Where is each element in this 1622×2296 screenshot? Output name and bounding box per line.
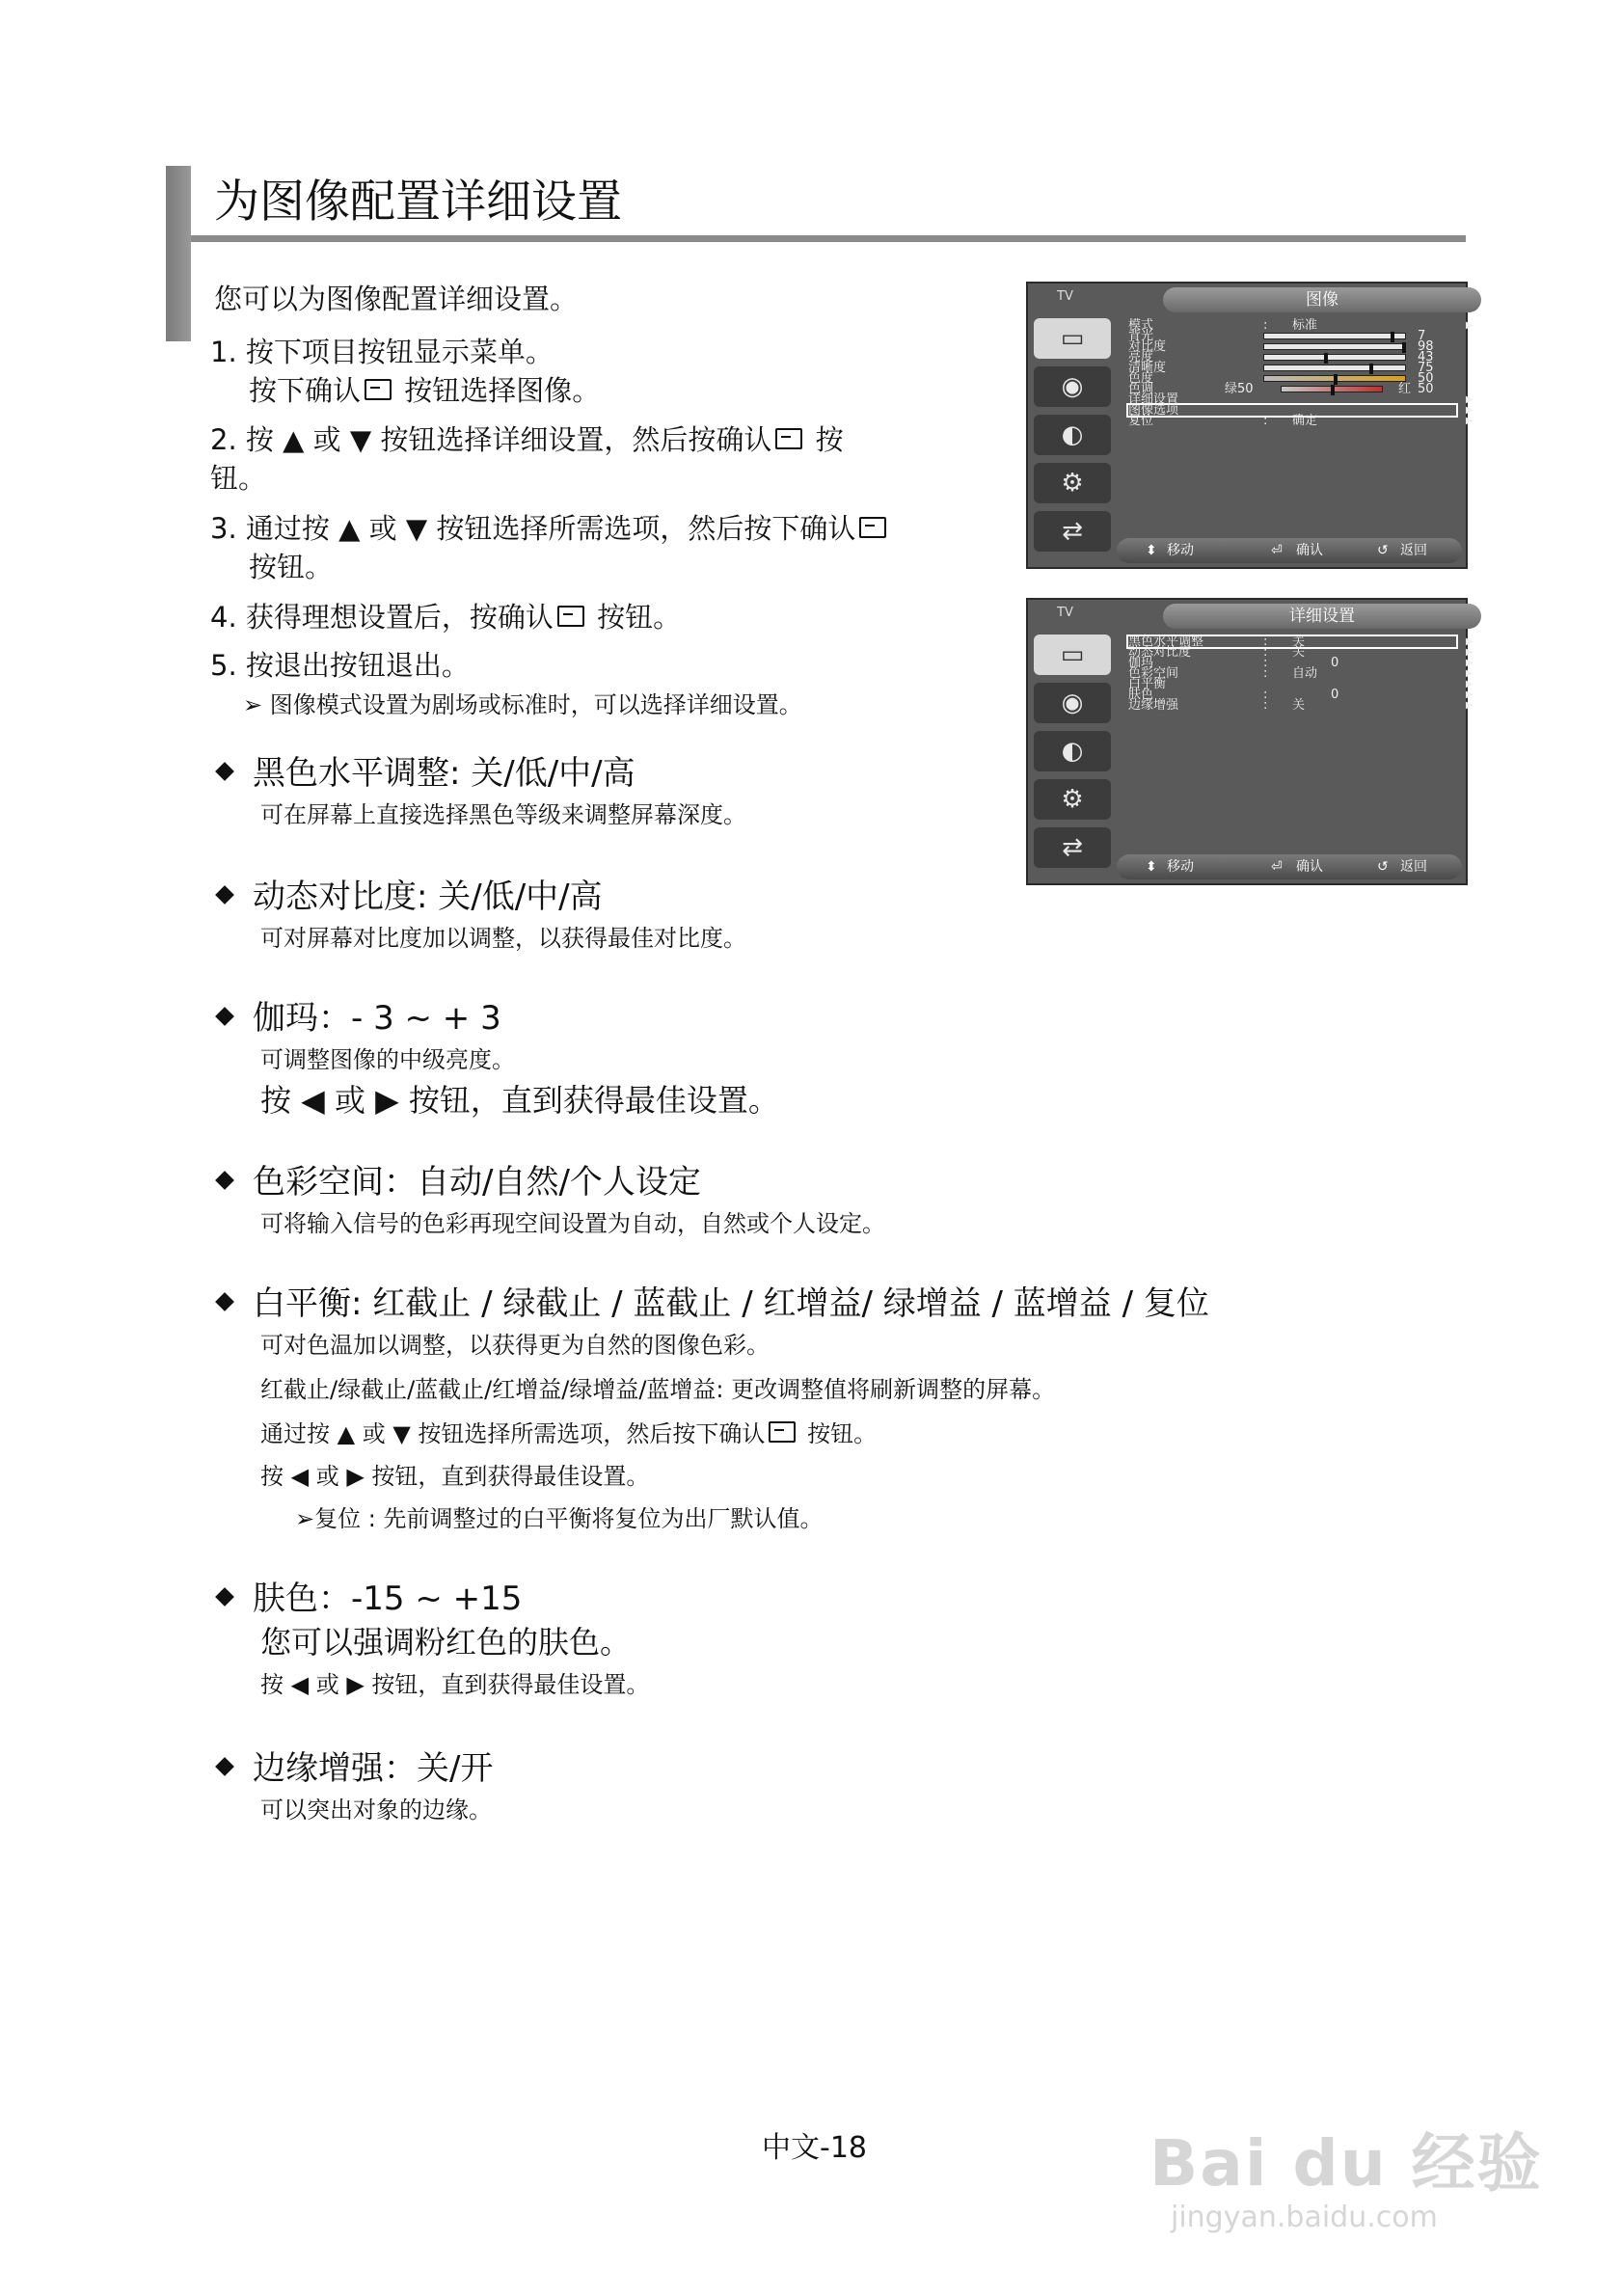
tv-menu-detailed [1026,598,1473,885]
step-3-line2: 按钮。 [249,551,334,583]
menu-row-tint[interactable]: 色调 绿50 红 50 [1128,382,1434,396]
menu-row-contrast[interactable]: 对比度 98 [1128,339,1434,354]
menu-row-edge-enhance[interactable]: 边缘增强 : 关 ▶ [1128,698,1473,713]
menu-title: 图像 [1163,287,1481,312]
tv-tag: TV [1057,606,1073,620]
page-title: 为图像配置详细设置 [214,176,622,229]
menu-footer: ⬍ 移动 ⏎ 确认 ↺ 返回 [1117,854,1462,879]
menu-row-brightness[interactable]: 亮度 43 [1128,350,1434,365]
step-1: 1. 按下项目按钮显示菜单。 [210,336,554,368]
enter-icon: ⏎ [1271,859,1283,875]
input-icon[interactable]: ⇄ [1034,827,1111,868]
menu-rows [1128,635,1473,713]
arrow-right-icon: ▶ [1466,405,1473,416]
arrow-right-icon: ▶ [1466,668,1473,679]
arrow-right-icon: ▶ [1466,636,1473,647]
bullet-diamond-icon [215,1757,234,1776]
feature-desc: 可以突出对象的边缘。 [260,1796,492,1823]
header-rule [191,235,1466,242]
arrow-right-icon: ▶ [1466,679,1473,689]
enter-icon [859,517,886,538]
sound-icon[interactable]: ◉ [1034,366,1111,407]
menu-row-picture-options[interactable]: 图像选项 ▶ [1128,403,1473,418]
page-number: 中文-18 [762,2131,867,2165]
feature-dynamic-contrast: 动态对比度: 关/低/中/高 [218,876,603,918]
menu-rows [1128,318,1473,428]
arrow-right-icon: ▶ [1466,416,1473,426]
return-icon: ↺ [1377,543,1389,558]
menu-row-reset[interactable]: 复位 : 确定 ▶ [1128,414,1473,428]
feature-desc: 可对屏幕对比度加以调整，以获得最佳对比度。 [260,925,746,952]
menu-sidebar [1034,318,1117,559]
feature-desc: 按 ◀ 或 ▶ 按钮，直到获得最佳设置。 [260,1463,650,1490]
feature-instruction: 您可以强调粉红色的肤色。 [260,1624,632,1661]
arrow-right-icon: ▶ [1466,700,1473,711]
tv-menu-picture [1026,282,1473,569]
setup-icon[interactable]: ⚙ [1034,779,1111,820]
menu-row-color-space[interactable]: 色彩空间 : 自动 ▶ [1128,666,1473,681]
slider[interactable] [1263,333,1406,339]
watermark-url: jingyan.baidu.com [1171,2201,1438,2234]
feature-white-balance: 白平衡: 红截止 / 绿截止 / 蓝截止 / 红增益/ 绿增益 / 蓝增益 / 复位 [218,1283,1209,1325]
bullet-diamond-icon [215,1171,234,1190]
feature-edge-enhance: 边缘增强：关/开 [218,1747,493,1790]
feature-gamma: 伽玛：- 3 ~ + 3 [218,997,501,1040]
move-icon: ⬍ [1146,859,1157,875]
feature-color-space: 色彩空间：自动/自然/个人设定 [218,1161,701,1203]
bullet-diamond-icon [215,1007,234,1026]
menu-row-mode[interactable]: 模式 : 标准 ▶ [1128,318,1473,333]
feature-desc: 按 ◀ 或 ▶ 按钮，直到获得最佳设置。 [260,1671,650,1698]
feature-desc: 可调整图像的中级亮度。 [260,1046,515,1073]
bullet-diamond-icon [215,885,234,905]
arrow-right-icon: ▶ [1466,647,1473,658]
feature-instruction: 按 ◀ 或 ▶ 按钮，直到获得最佳设置。 [260,1082,779,1119]
enter-icon [769,1421,796,1443]
arrow-right-icon: ▶ [1466,320,1473,331]
arrow-right-icon: ▶ [1466,394,1473,405]
feature-desc: 可在屏幕上直接选择黑色等级来调整屏幕深度。 [260,801,746,828]
intro-text: 您可以为图像配置详细设置。 [214,283,579,315]
menu-row-gamma[interactable]: 伽玛 : 0 ▶ [1128,656,1473,670]
menu-row-black-level[interactable]: 黑色水平调整 : 关 ▶ [1128,635,1473,649]
feature-desc: 可对色温加以调整，以获得更为自然的图像色彩。 [260,1332,770,1359]
picture-icon[interactable]: ▭ [1034,635,1111,675]
slider[interactable] [1281,386,1383,392]
arrow-right-icon: ▶ [1466,658,1473,668]
feature-note: ➢复位 : 先前调整过的白平衡将复位为出厂默认值。 [295,1505,824,1532]
channel-icon[interactable]: ◐ [1034,415,1111,455]
menu-sidebar [1034,635,1117,876]
step-3: 3. 通过按 ▲ 或 ▼ 按钮选择所需选项，然后按下确认 [210,509,890,548]
step-2-line2: 钮。 [210,462,267,495]
step-5: 5. 按退出按钮退出。 [210,649,470,682]
arrow-right-icon: ▶ [1466,689,1473,700]
step-2: 2. 按 ▲ 或 ▼ 按钮选择详细设置，然后按确认 按 [210,423,844,456]
feature-desc: 可将输入信号的色彩再现空间设置为自动，自然或个人设定。 [260,1210,885,1237]
sound-icon[interactable]: ◉ [1034,683,1111,723]
feature-black-level: 黑色水平调整: 关/低/中/高 [218,752,635,795]
menu-row-white-balance[interactable]: 白平衡 ▶ [1128,677,1473,691]
menu-row-color[interactable]: 色度 50 [1128,371,1434,386]
move-icon: ⬍ [1146,543,1157,558]
slider[interactable] [1263,375,1406,382]
channel-icon[interactable]: ◐ [1034,731,1111,771]
step-1-line2: 按下确认 按钮选择图像。 [249,374,601,407]
header-accent-bar [166,166,191,341]
watermark-logo: Bai du 经验 [1149,2126,1543,2201]
bullet-diamond-icon [215,762,234,781]
feature-desc: 通过按 ▲ 或 ▼ 按钮选择所需选项，然后按下确认 按钮。 [260,1420,878,1447]
menu-title: 详细设置 [1163,604,1481,629]
step-4: 4. 获得理想设置后，按确认 按钮。 [210,601,682,634]
bullet-diamond-icon [215,1587,234,1607]
feature-skin-tone: 肤色：-15 ~ +15 [218,1578,522,1620]
menu-footer: ⬍ 移动 ⏎ 确认 ↺ 返回 [1117,538,1462,563]
slider[interactable] [1263,354,1406,361]
menu-row-backlight[interactable]: 背光 7 [1128,329,1426,343]
menu-row-detailed-settings[interactable]: 详细设置 ▶ [1128,392,1473,407]
tv-tag: TV [1057,289,1073,304]
enter-icon: ⏎ [1271,543,1283,558]
step-note: ➢ 图像模式设置为剧场或标准时，可以选择详细设置。 [243,691,802,718]
input-icon[interactable]: ⇄ [1034,511,1111,552]
slider[interactable] [1263,365,1406,371]
feature-desc: 红截止/绿截止/蓝截止/红增益/绿增益/蓝增益: 更改调整值将刷新调整的屏幕。 [260,1376,1056,1403]
menu-row-skin-tone[interactable]: 肤色 : 0 ▶ [1128,688,1473,702]
setup-icon[interactable]: ⚙ [1034,463,1111,503]
enter-icon [775,428,802,449]
picture-icon[interactable]: ▭ [1034,318,1111,359]
menu-row-dynamic-contrast[interactable]: 动态对比度 : 关 ▶ [1128,645,1473,660]
return-icon: ↺ [1377,859,1389,875]
bullet-diamond-icon [215,1292,234,1311]
enter-icon [557,606,584,627]
slider[interactable] [1263,343,1406,350]
menu-row-sharpness[interactable]: 清晰度 75 [1128,361,1434,375]
enter-icon [365,379,392,400]
